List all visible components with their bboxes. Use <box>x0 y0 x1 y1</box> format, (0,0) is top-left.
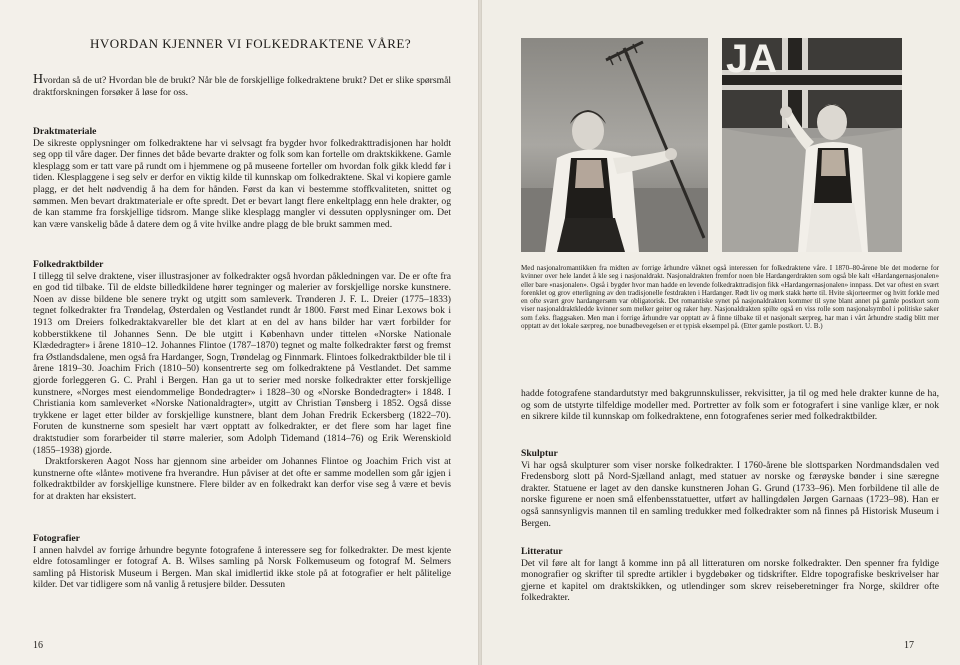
postcard-photo-woman-with-flag <box>722 38 902 252</box>
section-text: I tillegg til selve draktene, viser illustrasjoner av folkedrakter også hvordan påkledningen var. De er ofte fra en god tid tilbake. Til de eldste billedkildene hører tegninger og malerier av forskjellige norske kunstnere. Noen av disse bildene ble senere trykt og utgitt som samleverk. Trønderen J. F. L. Dreier (1775–1833) tegnet folkedrakter fra Trøndelag, Østerdalen og Vestlandet rundt år 1800. Først med Einar Lexows bok i 1913 om Dreiers folkedraktakvareller ble det klart at en del av hans bilder har vært forbilder for kobberstikkene til Johannes Senn. De ble utgitt i København under tittelen «Norske Nationale Klædedragter» i årene 1810–12. Johannes Flintoe (1787–1870) tegnet og malte folkedrakter først og fremst fra Østlandsdalene, men også fra Hardanger, Sogn, Trøndelag og Finnmark. Flintoes folkedraktbilder ble til i årene 1819–30. Joachim Frich (1810–50) konsentrerte seg om folkedraktene på Vestlandet. Det samme gjorde forleggeren G. C. Prahl i Bergen. Han ga ut to serier med norske folkedrakter etter forskjellige kunstnere, «Norges mest eiendommelige Bondedragter» i 1828–30 og «Norske Bondedragter» i 1848. I Christiania kom samleverket «Norske Nationaldragter», utgitt av Christian Tønsberg i 1852. Også disse trykkene er laget etter bilder av forskjellige kunstnere, blant dem Johan Fredrik Eckersberg (1822–70). Foruten de kunstnerne som spesielt har vært opptatt av folkedrakter, er det flere som har laget fine draktstudier som forarbeider til større malerier, som Adolph Tidemand (1814–76) og Erik Werenskiold (1855–1938) gjorde. <box>33 270 451 456</box>
section-heading: Folkedraktbilder <box>33 259 104 270</box>
section-text: Det vil føre alt for langt å komme inn på all litteraturen om norske folkedrakter. Den spenner fra fyldige monografier og skrifter til spredte artikler i bygdebøker og tidskrifter. Eldre topografiske beskrivelser har gjerne et kapitel om draktskikken, og utlendinger som skrev reiseberetninger fra Norge, skildrer ofte folkedrakter. <box>521 557 939 604</box>
postcard-photo-woman-with-rake <box>521 38 708 252</box>
page-number: 17 <box>904 640 914 651</box>
section-text: Vi har også skulpturer som viser norske folkedrakter. I 1760-årene ble slottsparken Nordmandsdalen ved Fredensborg slott på Nord-Sjælland anlagt, med statuer av norske og færøyske bønder i sine særegne drakter. Statuene er laget av den danske kunstneren Johan G. Grund (1733–96). Men forbildene til alle de norske figurene er noen små elfenbensstatuetter, utført av hallingdølen Jørgen Garnaas (1723–98). Han er også sannsynligvis mannen til en samling tredukker med folkedrakter som nå finnes på Historisk Museum i Bergen. <box>521 459 939 529</box>
section-litteratur <box>521 546 939 604</box>
flag-banner-text: JA <box>726 38 778 81</box>
intro-text: vordan så de ut? Hvordan ble de brukt? Når ble de forskjellige folkedraktene brukt? Det er slike spørsmål draktforskningen forsøker å løse for oss. <box>33 75 451 98</box>
section-heading: Draktmateriale <box>33 126 97 137</box>
right-page <box>482 0 960 665</box>
section-text-continued: Draktforskeren Aagot Noss har gjennom sine arbeider om Johannes Flintoe og Joachim Frich vist at kunstnerne ofte «lånte» motivene fra hverandre. Hun påviser at det ofte er samme modellen som går igjen i folkedraktbilder av forskjellige kunstnere. Flere bilder av en folkedrakt kan derfor vise seg å være et bevis for at drakten har eksistert. <box>33 456 451 502</box>
section-skulptur <box>521 448 939 529</box>
section-heading: Litteratur <box>521 546 563 557</box>
page-number: 16 <box>33 640 43 651</box>
section-heading: Fotografier <box>33 533 80 544</box>
drop-cap: H <box>33 72 44 87</box>
section-text: De sikreste opplysninger om folkedraktene har vi selvsagt fra bygder hvor folkedrakttradisjonen har holdt seg opp til våre dager. Der finnes det både bevarte drakter og folk som kan fortelle om draktskikkene. Gamle klesplagg som er tatt vare på rundt om i hjemmene og på museene forteller om hvordan folk gikk kledd før i tiden. Klesplaggene i seg selv er derfor en viktig kilde til kunnskap om folkedraktene. Skal vi kopiere gamle plagg, er det helt nødvendig å ha dem for hånden. Først da kan vi bestemme stoffkvaliteten, snittet og sømmen. Men bevart draktmateriale er ofte spredt. Det er bevart langt flere enkeltplagg enn hele drakter, og de kan stamme fra forskjellige tidsrom. Mange slike klesplagg mangler vi dessuten opplysninger om. Det kan være vanskelig både å datere dem og å vite hvilke andre plagg de ble brukt sammen med. <box>33 137 451 230</box>
intro-paragraph <box>33 74 451 98</box>
photo-caption: Med nasjonalromantikken fra midten av forrige århundre våknet også interessen for folkedraktene våre. I 1870–80-årene ble det moderne for kvinner over hele landet å kle seg i nasjonaldrakt. Nasjonaldrakten fremfor noen ble Hardangerdrakten som også ble kalt «Hardangernasjonalen» eller bare «nasjonalen». Også i bygder hvor man hadde en levende folkedrakttradisjon fikk «Hardangernasjonalen» innpass. Det var oftest en svært forenklet og grov etterligning av den tradisjonelle festdrakten i Hardanger. Rødt liv og mørk stakk hørte til. Hvite skjorteermer og hvitt forkle med en ofte svært grov hardangersøm var obligatorisk. Det romantiske synet på nasjonaldrakten kommer til syne blant annet på gamle postkort som viser nasjonaldraktkledde kvinner som melker geiter og raker høy. Nasjonaldrakten spilte også en viss rolle som nasjonalsymbol i politiske saker som f.eks. flaggsaken. Men man i forrige århundre var opptatt av å finne tilbake til et nasjonalt særpreg, har man i vårt århundre stadig blitt mer opptatt av det lokale særpreg, noe bunadbevegelsen er et typisk eksempel på. (Etter gamle postkort. U. B.) <box>521 264 939 331</box>
section-text: I annen halvdel av forrige århundre begynte fotografene å interessere seg for folkedrakter. De mest kjente eldre fotosamlinger er fotograf A. B. Wilses samling på Norsk Folkemuseum og fotograf M. Selmers samling på Historisk Museum i Bergen. Man skal imidlertid ikke stole på at fotografier er helt pålitelige kilder. Det var tidligere som nå vanlig å retusjere bilder. Dessuten <box>33 544 451 591</box>
section-fotografier <box>33 533 451 591</box>
section-heading: Skulptur <box>521 448 558 459</box>
section-folkedraktbilder <box>33 259 451 502</box>
fotografier-continuation: hadde fotografene standardutstyr med bakgrunnskulisser, rekvisitter, ja til og med hele drakter kunne de ha, og som de utstyrte tilfeldige modeller med. Portretter av folk som er fotografert i sine vanlige klær, er nok en sikrere kilde til kunnskap om folkedraktene, enn fotografenes serier med folkedraktbilder. <box>521 388 939 423</box>
left-page <box>0 0 478 665</box>
page-title: HVORDAN KJENNER VI FOLKEDRAKTENE VÅRE? <box>90 36 412 51</box>
section-draktmateriale <box>33 126 451 230</box>
